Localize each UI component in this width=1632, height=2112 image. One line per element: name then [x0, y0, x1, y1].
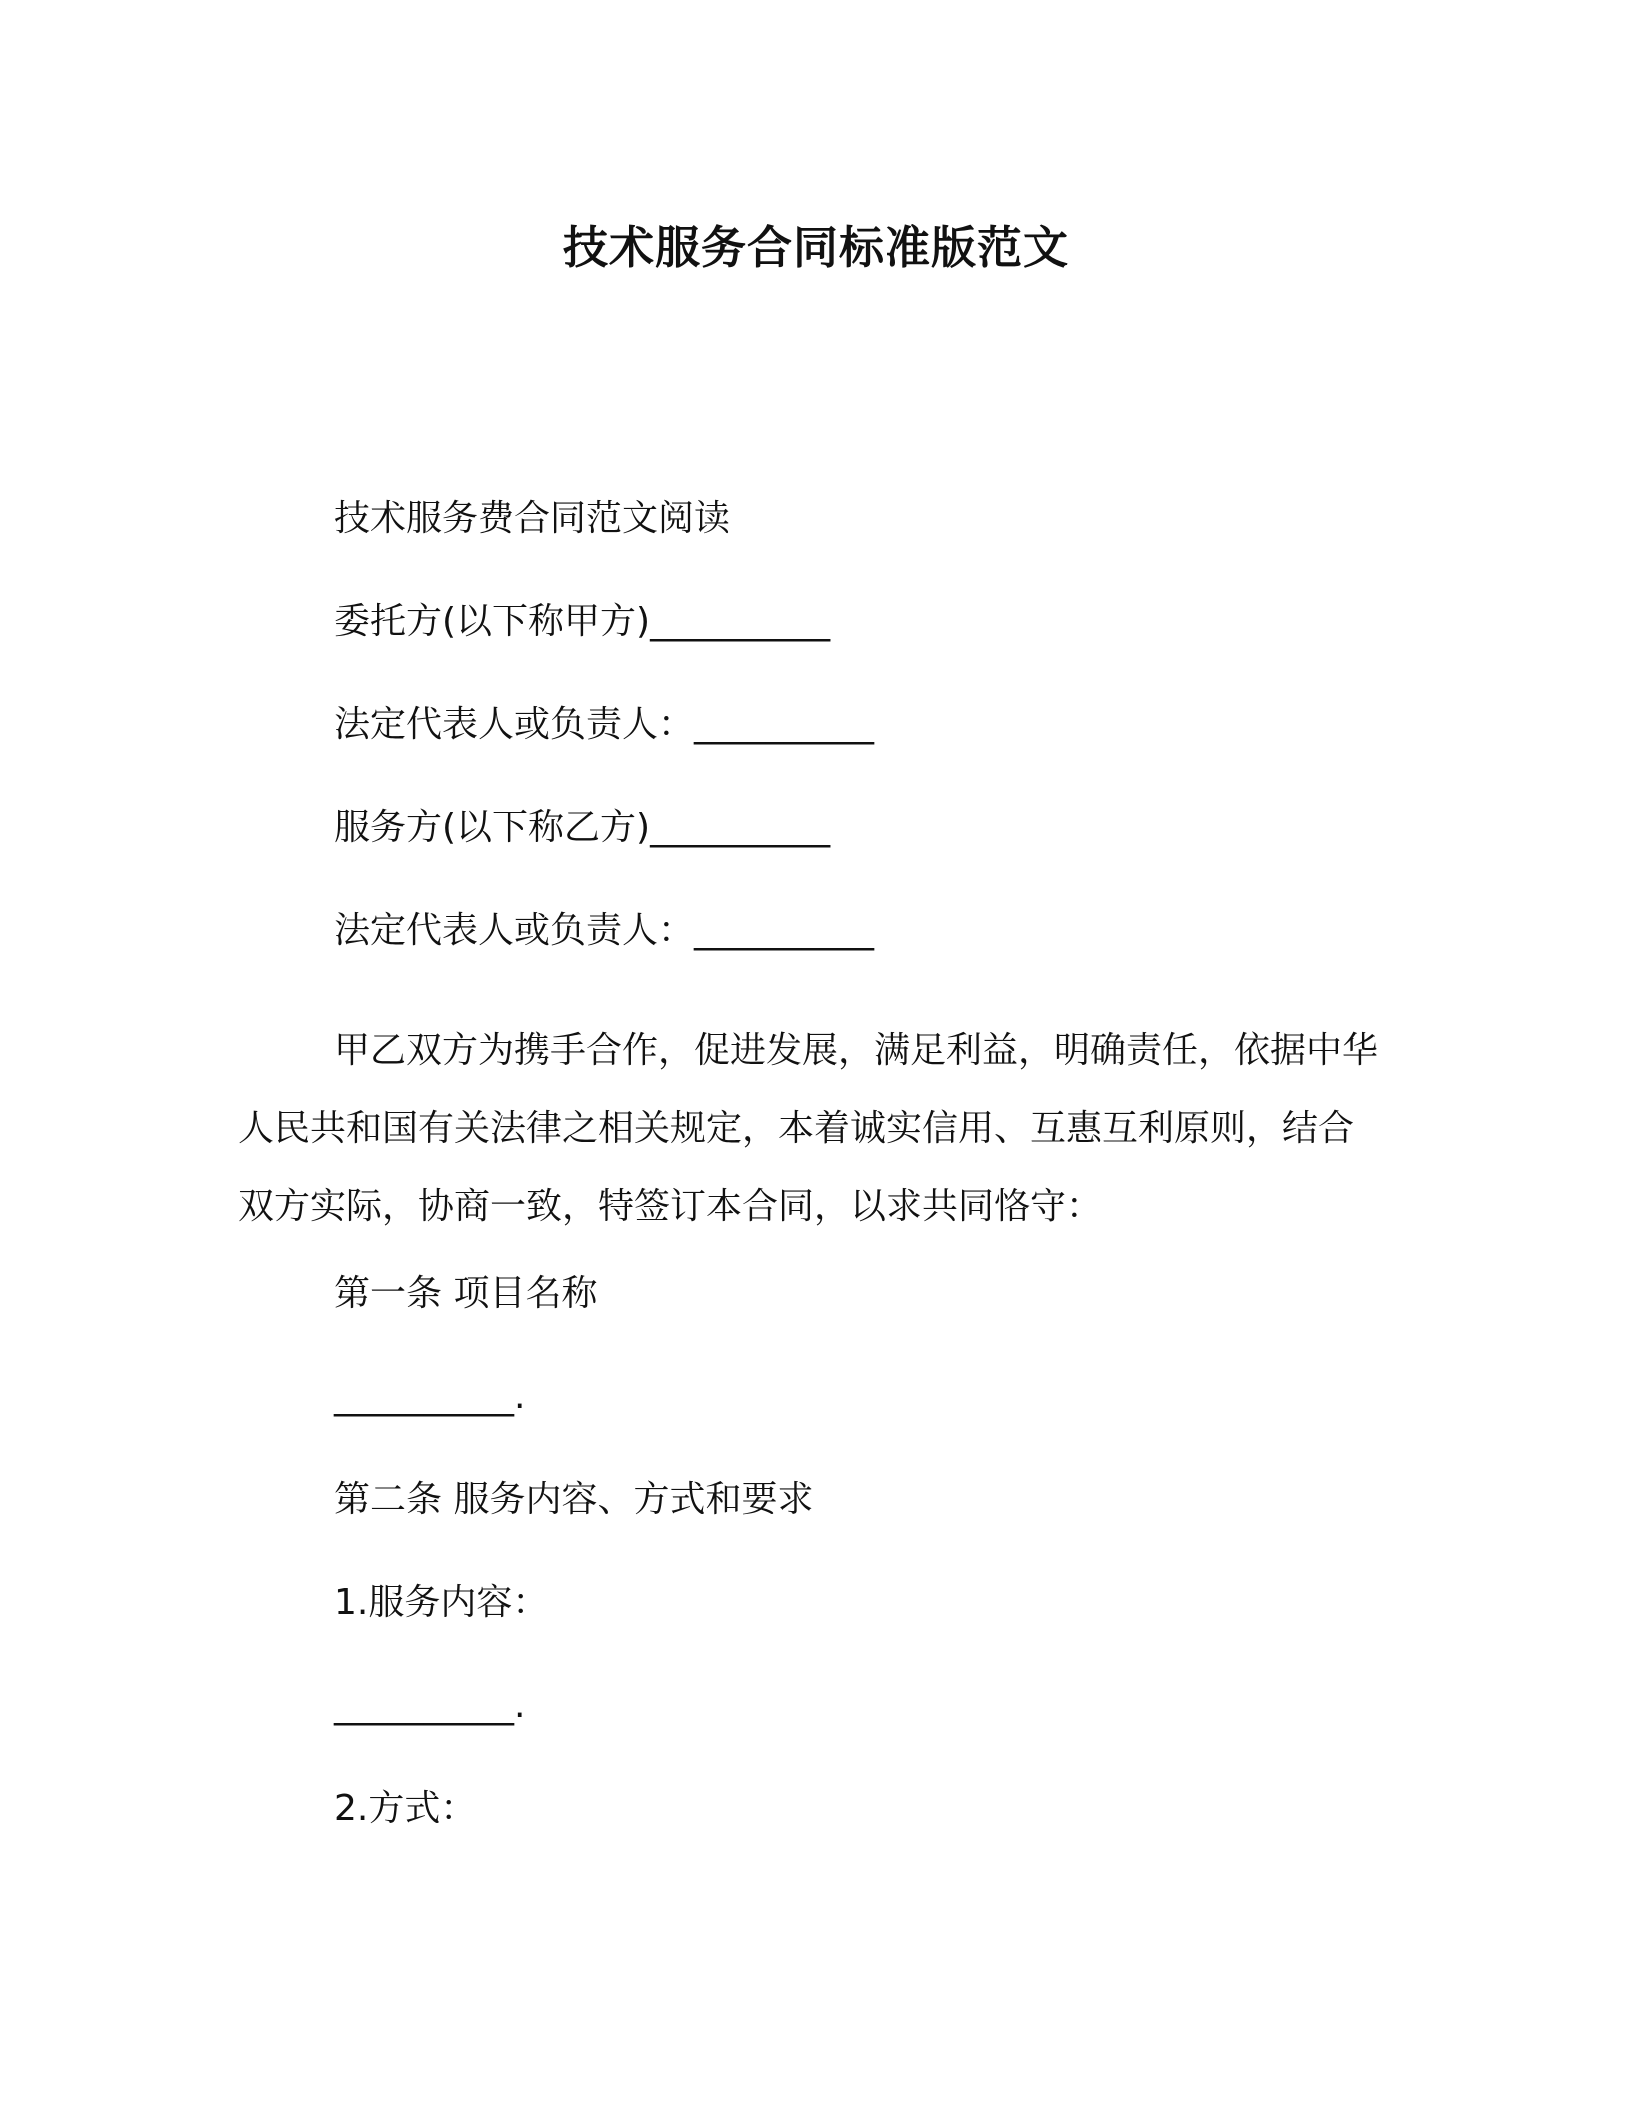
article-1-blank: __________. — [334, 1376, 526, 1417]
article-1-heading: 第一条 项目名称 — [334, 1273, 598, 1314]
item-2-label: 2.方式： — [334, 1788, 477, 1829]
provider-representative-line: 法定代表人或负责人：__________ — [334, 910, 875, 951]
item-1-label: 1.服务内容： — [334, 1582, 549, 1623]
item-1-blank: __________. — [334, 1685, 526, 1726]
document-title: 技术服务合同标准版范文 — [562, 221, 1069, 274]
article-2-heading: 第二条 服务内容、方式和要求 — [334, 1479, 814, 1520]
client-line: 委托方(以下称甲方)__________ — [334, 601, 831, 642]
preamble-text: 甲乙双方为携手合作，促进发展，满足利益，明确责任，依据中华人民共和国有关法律之相关规定，本着诚实信用、互惠互利原则，结合双方实际，协商一致，特签订本合同，以求共同恪守： — [238, 1030, 1379, 1227]
preamble-paragraph — [238, 1012, 1388, 1246]
client-representative-line: 法定代表人或负责人：__________ — [334, 704, 875, 745]
provider-line: 服务方(以下称乙方)__________ — [334, 807, 831, 848]
document-subtitle: 技术服务费合同范文阅读 — [334, 498, 731, 539]
